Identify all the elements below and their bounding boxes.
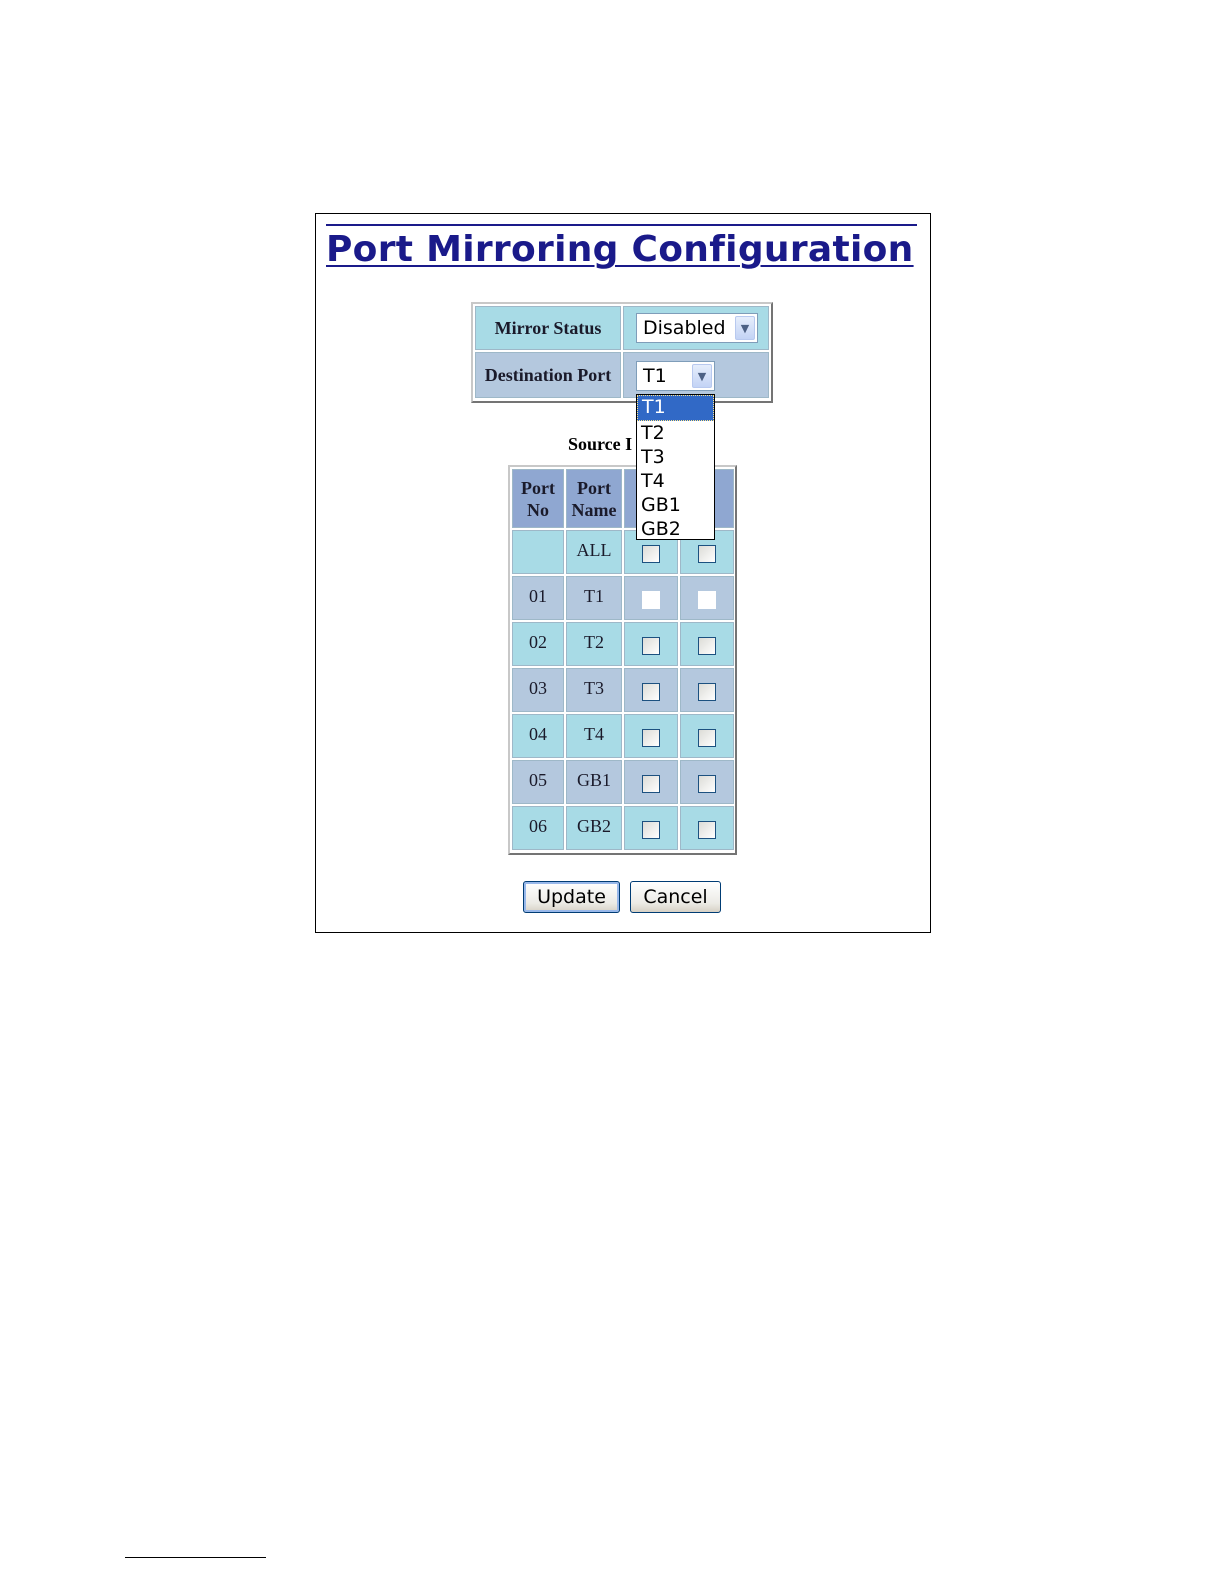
port-no-cell: 05 bbox=[512, 760, 564, 804]
port-name-cell: ALL bbox=[566, 530, 622, 574]
destination-port-dropdown-list[interactable] bbox=[636, 394, 715, 540]
mirror-status-value: Disabled bbox=[643, 317, 726, 339]
ingress-cell bbox=[624, 668, 678, 712]
destination-port-label: Destination Port bbox=[475, 352, 621, 398]
ingress-checkbox[interactable] bbox=[642, 729, 660, 747]
ingress-cell bbox=[624, 760, 678, 804]
egress-cell bbox=[680, 714, 734, 758]
egress-cell bbox=[680, 760, 734, 804]
dropdown-option[interactable]: GB1 bbox=[641, 494, 681, 516]
dropdown-option[interactable]: T4 bbox=[641, 470, 665, 492]
egress-checkbox[interactable] bbox=[698, 729, 716, 747]
port-name-cell: GB1 bbox=[566, 760, 622, 804]
port-name-header: Port Name bbox=[566, 469, 622, 528]
egress-checkbox[interactable] bbox=[698, 775, 716, 793]
port-no-cell: 06 bbox=[512, 806, 564, 850]
ingress-cell bbox=[624, 576, 678, 620]
port-no-header: Port No bbox=[512, 469, 564, 528]
port-no-cell bbox=[512, 530, 564, 574]
port-no-cell: 03 bbox=[512, 668, 564, 712]
ingress-cell bbox=[624, 714, 678, 758]
port-no-cell: 02 bbox=[512, 622, 564, 666]
port-name-cell: T3 bbox=[566, 668, 622, 712]
ingress-checkbox[interactable] bbox=[642, 775, 660, 793]
port-name-cell: GB2 bbox=[566, 806, 622, 850]
port-name-cell: T1 bbox=[566, 576, 622, 620]
config-panel bbox=[315, 213, 931, 933]
dropdown-option[interactable]: GB2 bbox=[641, 518, 681, 540]
destination-port-select[interactable] bbox=[636, 361, 715, 391]
egress-cell bbox=[680, 622, 734, 666]
egress-checkbox[interactable] bbox=[698, 545, 716, 563]
ingress-checkbox[interactable] bbox=[642, 683, 660, 701]
egress-cell bbox=[680, 806, 734, 850]
page-title: Port Mirroring Configuration bbox=[326, 229, 914, 270]
chevron-down-icon[interactable]: ▼ bbox=[735, 316, 755, 340]
cancel-button[interactable]: Cancel bbox=[630, 881, 721, 913]
ingress-cell bbox=[624, 806, 678, 850]
egress-checkbox[interactable] bbox=[698, 821, 716, 839]
egress-cell bbox=[680, 668, 734, 712]
update-button[interactable]: Update bbox=[523, 881, 620, 913]
ingress-checkbox[interactable] bbox=[642, 591, 660, 609]
mirror-status-label: Mirror Status bbox=[475, 306, 621, 350]
mirror-status-select[interactable] bbox=[636, 313, 758, 343]
ingress-cell bbox=[624, 622, 678, 666]
port-name-cell: T2 bbox=[566, 622, 622, 666]
dropdown-option[interactable]: T2 bbox=[641, 422, 665, 444]
egress-checkbox[interactable] bbox=[698, 591, 716, 609]
footer-rule bbox=[125, 1557, 266, 1558]
egress-checkbox[interactable] bbox=[698, 637, 716, 655]
chevron-down-icon[interactable]: ▼ bbox=[692, 364, 712, 388]
port-no-cell: 04 bbox=[512, 714, 564, 758]
dropdown-option[interactable]: T1 bbox=[637, 395, 714, 421]
egress-cell bbox=[680, 576, 734, 620]
destination-port-value: T1 bbox=[643, 365, 667, 387]
port-no-cell: 01 bbox=[512, 576, 564, 620]
egress-checkbox[interactable] bbox=[698, 683, 716, 701]
ingress-checkbox[interactable] bbox=[642, 637, 660, 655]
ingress-checkbox[interactable] bbox=[642, 545, 660, 563]
port-name-cell: T4 bbox=[566, 714, 622, 758]
ingress-checkbox[interactable] bbox=[642, 821, 660, 839]
dropdown-option[interactable]: T3 bbox=[641, 446, 665, 468]
source-ports-label: Source I bbox=[568, 434, 633, 454]
